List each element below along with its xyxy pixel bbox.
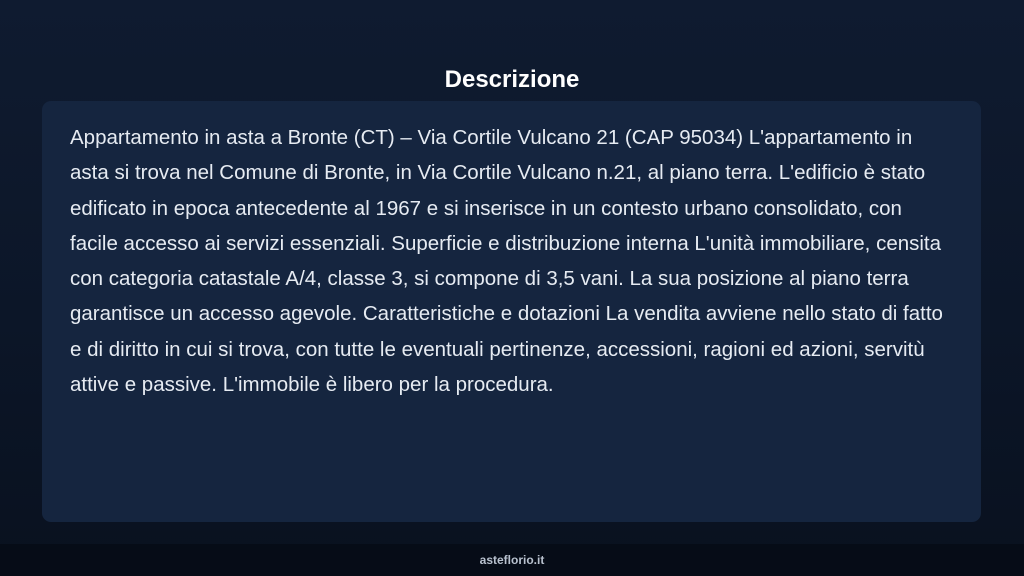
page-title: Descrizione <box>444 66 580 94</box>
description-card <box>42 101 981 522</box>
footer-site-name: asteflorio.it <box>479 553 545 567</box>
footer-bar <box>0 544 1024 576</box>
description-text: Appartamento in asta a Bronte (CT) – Via Cortile Vulcano 21 (CAP 95034) L'appartamento in asta si trova nel Comune di Bronte, in Via Cortile Vulcano n.21, al piano terra. L'edificio è stato edificato in epoca antecedente al 1967 e si inserisce in un contesto urbano consolidato, con facile accesso ai servizi essenziali. Superficie e distribuzione interna L'unità immobiliare, censita con categoria catastale A/4, classe 3, si compone di 3,5 vani. La sua posizione al piano terra garantisce un accesso agevole. Caratteristiche e dotazioni La vendita avviene nello stato di fatto e di diritto in cui si trova, con tutte le eventuali pertinenze, accessioni, ragioni ed azioni, servitù attive e passive. L'immobile è libero per la procedura. <box>70 126 943 397</box>
